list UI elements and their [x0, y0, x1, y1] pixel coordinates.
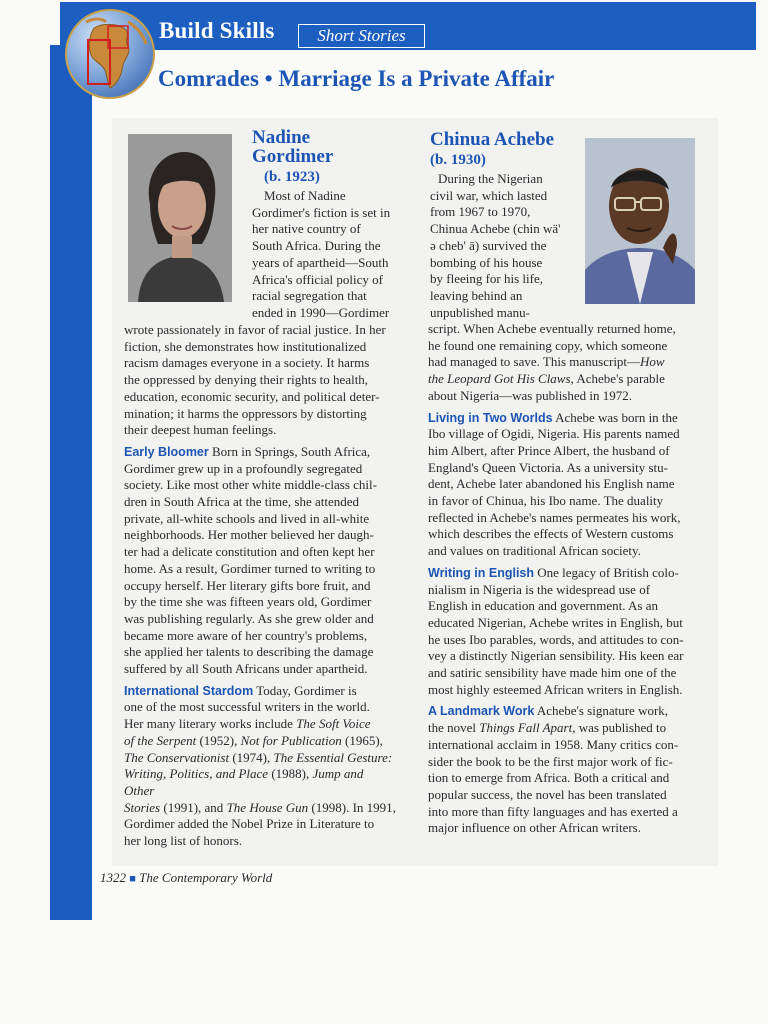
- text-line: During the Nigerian: [438, 171, 543, 186]
- footer-marker: ■: [129, 873, 136, 885]
- text-run: Her many literary works include: [124, 716, 293, 732]
- page-title: Comrades • Marriage Is a Private Affair: [158, 66, 555, 91]
- text-line: private, all-white schools and lived in all-white: [124, 510, 370, 526]
- text-line: Gordimer added the Nobel Prize in Literature to: [124, 816, 375, 832]
- text-run: Achebe's signature work,: [536, 703, 669, 719]
- text-run: (1991), and: [163, 799, 224, 815]
- book-title: of the Serpent: [124, 732, 197, 748]
- book-title: The Conservationist: [124, 749, 230, 765]
- text-line: ter had a delicate constitution and often kept her: [124, 544, 375, 560]
- text-line: by the time she was fifteen years old, Gordimer: [124, 594, 372, 610]
- gordimer-portrait: [128, 134, 232, 302]
- text-line: nialism in Nigeria is the widespread use of: [428, 581, 651, 597]
- achebe-name: Chinua Achebe: [430, 129, 555, 150]
- writing-in-english-section: [428, 565, 700, 699]
- text-line: [124, 800, 396, 817]
- text-line: ə cheb' ā) survived the: [430, 237, 547, 253]
- text-line: [428, 565, 700, 582]
- book-title: The House Gun: [226, 799, 309, 815]
- text-line: tion to emerge from Africa. Both a critical and: [428, 770, 670, 786]
- text-line: [428, 703, 700, 720]
- text-run: had managed to save. This manuscript—: [428, 354, 641, 370]
- gordimer-body: [124, 322, 396, 850]
- text-line: [124, 683, 396, 700]
- section-tag: Short Stories: [298, 24, 425, 48]
- book-title: The Essential Gesture:: [273, 749, 393, 765]
- text-line: South Africa. During the: [252, 238, 381, 254]
- text-line: dren in South Africa at the time, she attended: [124, 494, 360, 510]
- book-title: Things Fall Apart,: [479, 720, 576, 736]
- text-line: [428, 354, 700, 371]
- globe-africa-icon: [64, 8, 156, 100]
- text-line: one of the most successful writers in the world.: [124, 699, 370, 715]
- achebe-narrow-lines: [430, 171, 580, 321]
- text-line: England's Queen Victoria. As a university stu-: [428, 459, 668, 475]
- text-line: dent, Achebe later abandoned his English name: [428, 476, 675, 492]
- text-line: their deepest human feelings.: [124, 422, 277, 438]
- achebe-narrow-block: [430, 130, 580, 321]
- early-bloomer-section: [124, 444, 396, 678]
- text-line: him Albert, after Prince Albert, the husband of: [428, 442, 670, 458]
- text-line: leaving behind an: [430, 287, 523, 303]
- text-line: sider the book to be the first major work of fic-: [428, 753, 673, 769]
- gordimer-narrow-block: [252, 128, 402, 322]
- text-run: (1974),: [232, 749, 271, 765]
- text-line: in favor of Chinua, his Ibo name. The duality: [428, 493, 664, 509]
- text-line: [124, 733, 396, 750]
- text-line: home. As a result, Gordimer turned to writing to: [124, 560, 376, 576]
- text-run: Achebe's parable: [576, 371, 665, 387]
- text-run: Achebe was born in the: [555, 409, 678, 425]
- book-title: How: [640, 354, 665, 370]
- page-number: 1322: [100, 870, 126, 885]
- text-line: English in education and government. As an: [428, 598, 658, 614]
- text-line: and values on traditional African society.: [428, 543, 641, 559]
- text-line: about Nigeria—was published in 1972.: [428, 387, 632, 403]
- text-line: mination; it harms the oppressors by distorting: [124, 405, 367, 421]
- book-title: Stories: [124, 799, 161, 815]
- gordimer-name-line2: Gordimer: [252, 146, 334, 167]
- page-footer: [100, 870, 272, 886]
- text-line: civil war, which lasted: [430, 187, 548, 203]
- text-line: [124, 750, 396, 767]
- text-line: occupy herself. Her literary gifts bore fruit, and: [124, 577, 371, 593]
- book-title: Not for Publication: [240, 732, 342, 748]
- text-run: (1965),: [345, 732, 383, 748]
- gordimer-birth-year: (b. 1923): [264, 169, 320, 185]
- text-run: the novel: [428, 720, 477, 736]
- living-in-two-worlds-section: [428, 410, 700, 560]
- text-run: was published to: [578, 720, 667, 736]
- text-line: years of apartheid—South: [252, 254, 389, 270]
- landmark-work-section: [428, 703, 700, 837]
- text-line: [428, 371, 700, 388]
- text-line: script. When Achebe eventually returned home,: [428, 321, 676, 336]
- text-line: and satiric sensibility have made him one of the: [428, 665, 677, 681]
- text-line: Chinua Achebe (chin wä': [430, 221, 561, 237]
- international-stardom-section: [124, 683, 396, 850]
- book-title: The Soft Voice: [296, 716, 371, 732]
- text-line: suffered by all South Africans under apartheid.: [124, 661, 368, 677]
- text-line: [124, 716, 396, 733]
- text-line: he found one remaining copy, which someone: [428, 337, 668, 353]
- text-line: education, economic security, and political deter-: [124, 388, 380, 404]
- text-line: became more aware of her country's problems,: [124, 627, 368, 643]
- living-in-two-worlds-heading: Living in Two Worlds: [428, 410, 553, 425]
- text-line: ended in 1990—Gordimer: [252, 304, 390, 320]
- text-line: her native country of: [252, 221, 361, 237]
- text-line: society. Like most other white middle-class chil-: [124, 477, 377, 493]
- text-line: bombing of his house: [430, 254, 543, 270]
- text-line: she applied her talents to describing the damage: [124, 644, 374, 660]
- text-line: [124, 766, 396, 799]
- text-line: Gordimer grew up in a profoundly segregated: [124, 460, 363, 476]
- text-line: major influence on other African writers.: [428, 820, 641, 836]
- footer-section: The Contemporary World: [139, 870, 273, 885]
- text-line: [428, 720, 700, 737]
- text-line: Ibo village of Ogidi, Nigeria. His parents named: [428, 426, 680, 442]
- book-title: the Leopard Got His Claws,: [428, 371, 574, 387]
- text-line: Africa's official policy of: [252, 271, 383, 287]
- book-title: Jump and Other: [124, 766, 364, 798]
- text-run: (1952),: [199, 732, 238, 748]
- text-run: Today, Gordimer is: [256, 682, 357, 698]
- text-line: her long list of honors.: [124, 833, 243, 849]
- text-line: unpublished manu-: [430, 304, 531, 320]
- text-line: fiction, she demonstrates how institutionalized: [124, 338, 367, 354]
- early-bloomer-heading: Early Bloomer: [124, 444, 209, 459]
- text-line: international acclaim in 1958. Many critics con-: [428, 736, 679, 752]
- text-line: racial segregation that: [252, 288, 367, 304]
- gordimer-narrow-lines: [252, 188, 402, 322]
- text-run: Born in Springs, South Africa,: [212, 443, 371, 459]
- text-line: from 1967 to 1970,: [430, 204, 531, 220]
- text-line: vey a distinctly Nigerian sensibility. His keen ear: [428, 648, 684, 664]
- text-line: was publishing regularly. As she grew older and: [124, 610, 374, 626]
- text-line: he uses Ibo parables, words, and attitudes to con-: [428, 631, 684, 647]
- text-line: wrote passionately in favor of racial justice. In her: [124, 322, 386, 337]
- text-line: which describes the effects of Western customs: [428, 526, 674, 542]
- text-line: educated Nigerian, Achebe writes in English, but: [428, 614, 683, 630]
- landmark-work-heading: A Landmark Work: [428, 704, 535, 719]
- text-line: by fleeing for his life,: [430, 271, 543, 287]
- writing-in-english-heading: Writing in English: [428, 565, 535, 580]
- text-line: racism damages everyone in a society. It harms: [124, 355, 370, 371]
- section-label: Build Skills: [159, 18, 275, 43]
- gordimer-name-line1: Nadine: [252, 127, 311, 148]
- text-run: (1988),: [271, 766, 310, 782]
- text-line: into more than fifty languages and has exerted a: [428, 803, 678, 819]
- side-band: [50, 45, 92, 920]
- text-line: [124, 444, 396, 461]
- achebe-body: [428, 321, 700, 837]
- international-stardom-heading: International Stardom: [124, 683, 254, 698]
- text-line: reflected in Achebe's names permeates his work,: [428, 509, 681, 525]
- text-run: (1998). In 1991,: [311, 799, 396, 815]
- text-run: One legacy of British colo-: [537, 564, 679, 580]
- text-line: neighborhoods. Her mother believed her daugh-: [124, 527, 374, 543]
- text-line: popular success, the novel has been translated: [428, 786, 667, 802]
- achebe-portrait: [585, 138, 695, 304]
- text-line: most highly esteemed African writers in English.: [428, 681, 683, 697]
- text-line: Gordimer's fiction is set in: [252, 204, 391, 220]
- text-line: [428, 410, 700, 427]
- text-line: the oppressed by denying their rights to health,: [124, 372, 369, 388]
- book-title: Writing, Politics, and Place: [124, 766, 269, 782]
- achebe-birth-year: (b. 1930): [430, 152, 486, 168]
- text-line: Most of Nadine: [264, 188, 346, 203]
